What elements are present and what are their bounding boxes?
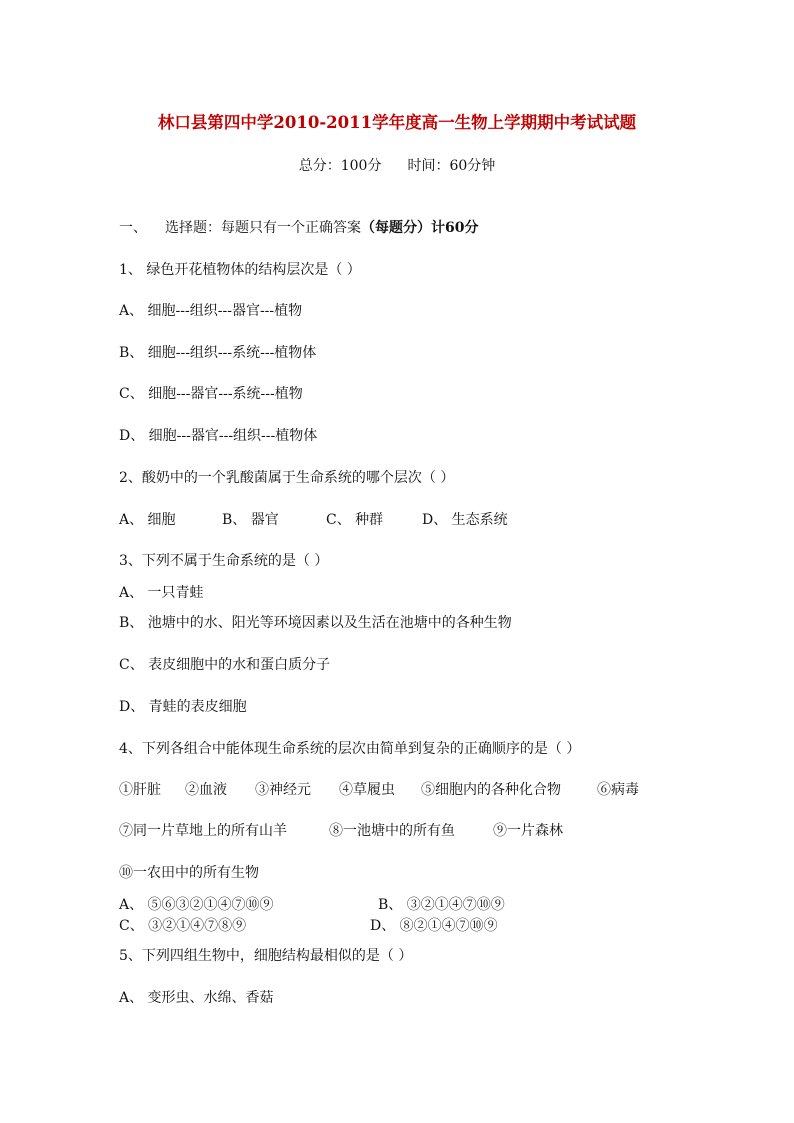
q2-option-d: D、 生态系统 [422, 512, 508, 528]
exam-time: 时间：60分钟 [407, 158, 496, 174]
q4-items-line-2 [119, 820, 563, 840]
q3-option-c: C、 表皮细胞中的水和蛋白质分子 [119, 657, 331, 673]
q2-option-b: B、 器官 [222, 512, 279, 528]
q1-option-a: A、 细胞---组织---器官---植物 [119, 303, 303, 319]
q4-item: ⑧一池塘中的所有鱼 [329, 823, 455, 839]
q4-item: ①肝脏 [119, 782, 161, 798]
q3-option-a: A、 一只青蛙 [119, 585, 204, 601]
q5-option-a: A、 变形虫、水绵、香菇 [119, 990, 274, 1006]
q4-item: ②血液 [185, 782, 227, 798]
q3-option-b: B、 池塘中的水、阳光等环境因素以及生活在池塘中的各种生物 [119, 615, 512, 631]
q1-option-b: B、 细胞---组织---系统---植物体 [119, 345, 317, 361]
q4-item: ③神经元 [255, 782, 311, 798]
q2-option-c: C、 种群 [326, 512, 384, 528]
question-5-stem: 5、下列四组生物中，细胞结构最相似的是（ ） [119, 948, 413, 964]
question-1-stem: 1、 绿色开花植物体的结构层次是（ ） [119, 262, 361, 278]
question-2-stem: 2、酸奶中的一个乳酸菌属于生命系统的哪个层次（ ） [119, 470, 455, 486]
q4-item: ④草履虫 [339, 782, 395, 798]
q4-item: ⑤细胞内的各种化合物 [421, 782, 561, 798]
section-heading [119, 217, 478, 237]
q1-option-c: C、 细胞---器官---系统---植物 [119, 386, 303, 402]
q4-items-line-3: ⑩一农田中的所有生物 [119, 865, 259, 881]
q3-option-d: D、 青蛙的表皮细胞 [119, 699, 247, 715]
q4-option-d: D、 ⑧②①④⑦⑩⑨ [370, 918, 498, 934]
section-text: 选择题：每题只有一个正确答案 [165, 220, 361, 236]
q4-option-b: B、 ③②①④⑦⑩⑨ [378, 897, 505, 913]
q4-item: ⑨一片森林 [493, 823, 563, 839]
exam-title: 林口县第四中学2010-2011学年度高一生物上学期期中考试试题 [157, 113, 637, 132]
q4-item: ⑥病毒 [597, 782, 639, 798]
question-3-stem: 3、下列不属于生命系统的是（ ） [119, 553, 329, 569]
q1-option-d: D、 细胞---器官---组织---植物体 [119, 428, 318, 444]
section-score-note: （每题分）计60分 [361, 220, 479, 236]
q2-option-a: A、 细胞 [119, 512, 176, 528]
question-4-stem: 4、下列各组合中能体现生命系统的层次由简单到复杂的正确顺序的是（ ） [119, 741, 581, 757]
exam-meta [0, 155, 794, 175]
q4-items-line-1 [119, 779, 639, 799]
total-score: 总分：100分 [298, 158, 382, 174]
q4-option-c: C、 ③②①④⑦⑧⑨ [119, 918, 247, 934]
q4-item: ⑦同一片草地上的所有山羊 [119, 823, 287, 839]
section-number: 一、 [119, 220, 147, 236]
q2-options [119, 509, 508, 529]
q4-option-a: A、 ⑤⑥③②①④⑦⑩⑨ [119, 897, 274, 913]
